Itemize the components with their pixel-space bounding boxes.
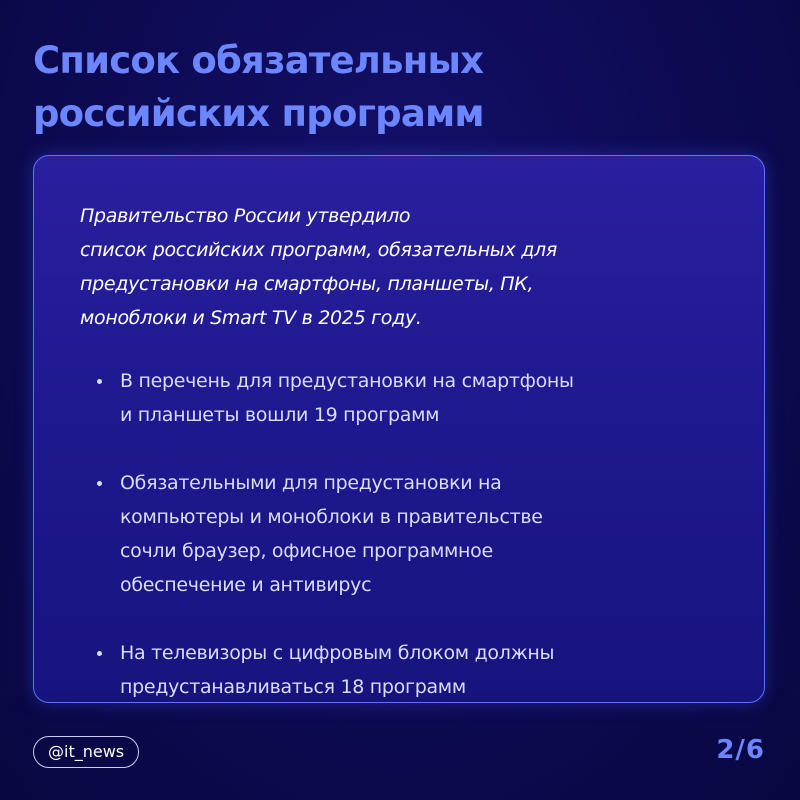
bullet-item — [92, 364, 732, 432]
bullet-line: и планшеты вошли 19 программ — [120, 404, 440, 426]
bullet-list — [92, 364, 732, 738]
bullet-line: Обязательными для предустановки на — [120, 472, 502, 494]
title-line: Список обязательных — [33, 39, 484, 82]
lead-line: список российских программ, обязательных для — [80, 239, 558, 261]
content-card — [33, 155, 765, 703]
bullet-line: компьютеры и моноблоки в правительстве — [120, 506, 543, 528]
lead-line: моноблоки и Smart TV в 2025 году. — [80, 307, 422, 329]
bullet-dot-icon — [97, 481, 102, 486]
bullet-line: сочли браузер, офисное программное — [120, 540, 493, 562]
bullet-item — [92, 636, 732, 704]
bullet-line: В перечень для предустановки на смартфоны — [120, 370, 574, 392]
page-title — [33, 34, 773, 140]
title-line: российских программ — [33, 92, 484, 135]
bullet-item — [92, 466, 732, 602]
page-indicator: 2/6 — [716, 735, 765, 765]
lead-paragraph — [80, 199, 750, 335]
bullet-line: обеспечение и антивирус — [120, 574, 372, 596]
bullet-line: На телевизоры с цифровым блоком должны — [120, 642, 555, 664]
bullet-dot-icon — [97, 651, 102, 656]
lead-line: предустановки на смартфоны, планшеты, ПК, — [80, 273, 534, 295]
channel-handle-badge[interactable]: @it_news — [33, 736, 139, 768]
bullet-line: предустанавливаться 18 программ — [120, 676, 466, 698]
bullet-dot-icon — [97, 379, 102, 384]
lead-line: Правительство России утвердило — [80, 205, 411, 227]
